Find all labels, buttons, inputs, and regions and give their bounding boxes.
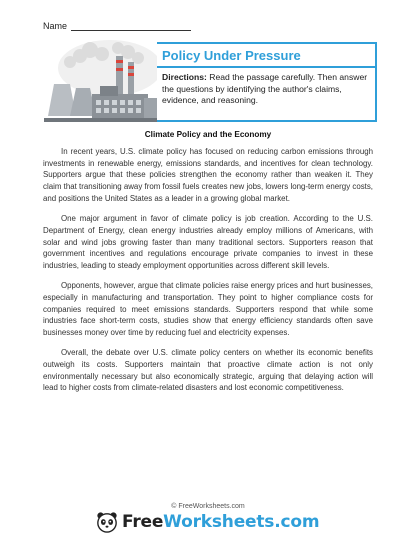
- header-divider: [157, 66, 377, 68]
- brand-worksheets: Worksheets.com: [163, 512, 320, 532]
- paragraph: Opponents, however, argue that climate policies raise energy prices and hurt businesses, especially in manufacturing and transportation. They point to higher compliance costs for companies required to meet emissions standards. Supporters respond that while some industries face short-term costs, studies show that energy efficiency standards often save businesses money over time by reducing fuel and electricity expenses.: [43, 281, 373, 338]
- directions-text: Read the passage carefully. Then answer the questions by identifying the author's claims, evidence, and reasoning.: [162, 72, 368, 105]
- directions: [162, 72, 372, 107]
- factory-illustration: [40, 38, 162, 128]
- name-field-row: [43, 21, 191, 31]
- paragraph: In recent years, U.S. climate policy has focused on reducing carbon emissions through investments in renewable energy, emissions standards, and incentives for clean technology. Supporters argue that these policies strengthen the economy rather than weaken it. They claim that transitioning away from fossil fuels creates new jobs, lowers long-term energy costs, and positions the United States as a leader in a growing global market.: [43, 147, 373, 203]
- passage-body: [43, 146, 373, 403]
- brand-name: [122, 512, 319, 532]
- page-title: Policy Under Pressure: [162, 48, 301, 63]
- directions-label: Directions:: [162, 72, 207, 82]
- paragraph: One major argument in favor of climate policy is job creation. According to the U.S. Department of Energy, clean energy industries already employ millions of Americans, with solar and wind jobs growing faster than many traditional sectors. Supporters reason that government incentives and regulations encourage private companies to invest in these industries, leading to steady employment opportunities across different skill levels.: [43, 214, 373, 270]
- footer-url[interactable]: © FreeWorksheets.com: [171, 503, 245, 510]
- footer-logo: [96, 510, 319, 534]
- panda-icon: [96, 511, 118, 533]
- brand-free: Free: [122, 512, 164, 532]
- name-label: Name: [43, 21, 68, 31]
- paragraph: Overall, the debate over U.S. climate policy centers on whether its economic benefits outweigh its costs. Supporters maintain that proactive climate action is not only environmentally necessary but also economically strategic, arguing that delaying action will lead to higher costs from climate-related disasters and lost economic competitiveness.: [43, 348, 373, 393]
- passage-title: Climate Policy and the Economy: [144, 130, 272, 139]
- name-input-line[interactable]: [71, 22, 191, 31]
